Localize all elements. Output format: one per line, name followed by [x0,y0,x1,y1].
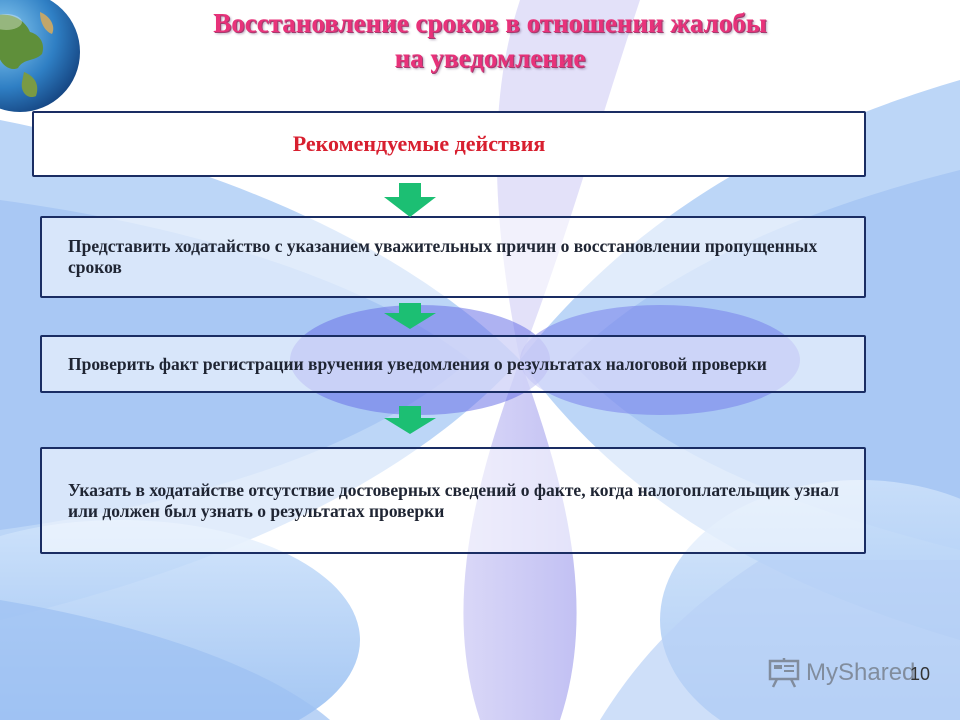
down-arrow-icon [384,303,436,329]
watermark-logo [768,658,915,688]
down-arrow-icon [384,183,436,217]
presentation-board-icon [768,658,800,688]
globe-icon [0,0,84,122]
page-number: 10 [910,664,931,684]
slide-title-line-1: Восстановление сроков в отношении жалобы [213,8,767,38]
step-text-1: Представить ходатайство с указанием уважительных причин о восстановлении пропущенных сроков [68,236,818,277]
recommended-actions-box [32,111,866,177]
slide-title [140,6,840,76]
slide-title-line-2: на уведомление [394,43,586,73]
step-text-2: Проверить факт регистрации вручения уведомления о результатах налоговой проверки [68,353,767,374]
step-box-2 [40,335,866,393]
watermark-text: MyShared [806,659,916,686]
down-arrow-icon [384,406,436,434]
step-box-3 [40,447,866,554]
recommended-actions-heading: Рекомендуемые действия [292,131,546,156]
step-box-1 [40,216,866,298]
step-text-3: Указать в ходатайстве отсутствие достоверных сведений о факте, когда налогоплательщик узнал или должен был узнать о результатах проверки [68,479,839,521]
